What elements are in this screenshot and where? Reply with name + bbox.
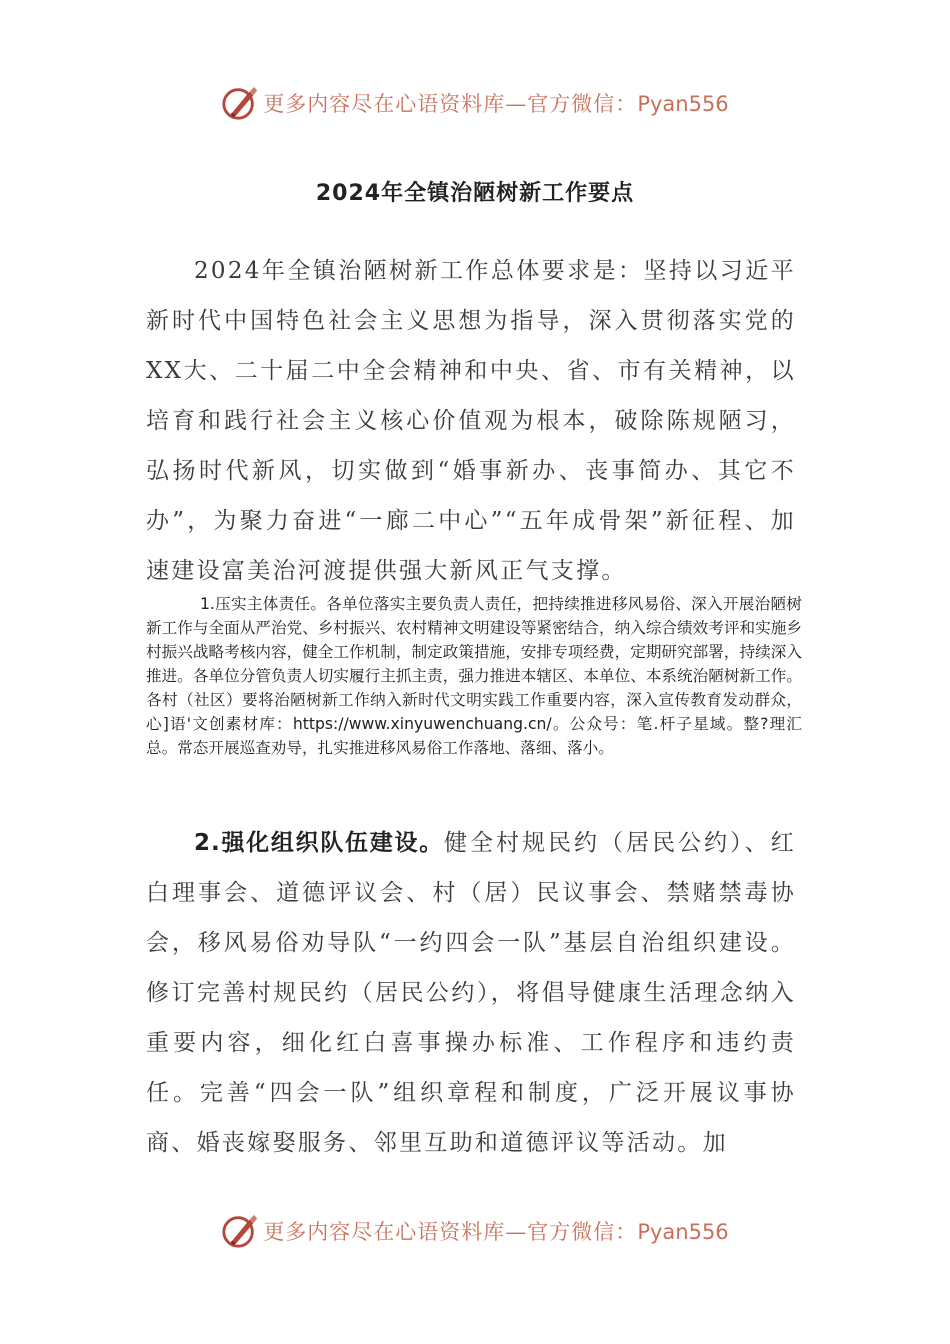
header-banner-text: 更多内容尽在心语资料库—官方微信：Pyan556 [263,92,729,116]
page-title: 2024年全镇治陋树新工作要点 [315,181,635,206]
footer-wechat-id: Pyan556 [637,1220,729,1244]
footer-banner [0,1206,950,1256]
header-wechat-id: Pyan556 [637,92,729,116]
item2-heading: 2.强化组织队伍建设。 [194,830,444,856]
header-banner [0,78,950,128]
item2-body: 健全村规民约（居民公约）、红白理事会、道德评议会、村（居）民议事会、禁赌禁毒协会，移风易俗劝导队“一约四会一队”基层自治组织建设。修订完善村规民约（居民公约），将倡导健康生活理念纳入重要内容，细化红白喜事操办标准、工作程序和违约责任。完善“四会一队”组织章程和制度，广泛开展议事协商、婚丧嫁娶服务、邻里互助和道德评议等活动。加 [146,830,796,1156]
intro-paragraph: 2024年全镇治陋树新工作总体要求是：坚持以习近平新时代中国特色社会主义思想为指导，深入贯彻落实党的XX大、二十届二中全会精神和中央、省、市有关精神，以培育和践行社会主义核心价值观为根本，破除陈规陋习，弘扬时代新风，切实做到“婚事新办、丧事简办、其它不办”，为聚力奋进“一廊二中心”“五年成骨架”新征程、加速建设富美治河渡提供强大新风正气支撑。 [146,258,796,584]
item2-paragraph [146,818,796,1168]
footer-banner-text: 更多内容尽在心语资料库—官方微信：Pyan556 [263,1220,729,1244]
pen-nib-logo-icon [221,1212,259,1250]
item1-paragraph: 1.压实主体责任。各单位落实主要负责人责任，把持续推进移风易俗、深入开展治陋树新工作与全面从严治党、乡村振兴、农村精神文明建设等紧密结合，纳入综合绩效考评和实施乡村振兴战略考核内容，健全工作机制，制定政策措施，安排专项经费，定期研究部署，持续深入推进。各单位分管负责人切实履行主抓主责，强力推进本辖区、本单位、本系统治陋树新工作。各村（社区）要将治陋树新工作纳入新时代文明实践工作重要内容，深入宣传教育发动群众，心]语'文创素材库：https://www.xinyuwenchuang.cn/。公众号：笔.杆子星域。整?理汇总。常态开展巡查劝导，扎实推进移风易俗工作落地、落细、落小。 [146,595,802,757]
pen-nib-logo-icon [221,84,259,122]
